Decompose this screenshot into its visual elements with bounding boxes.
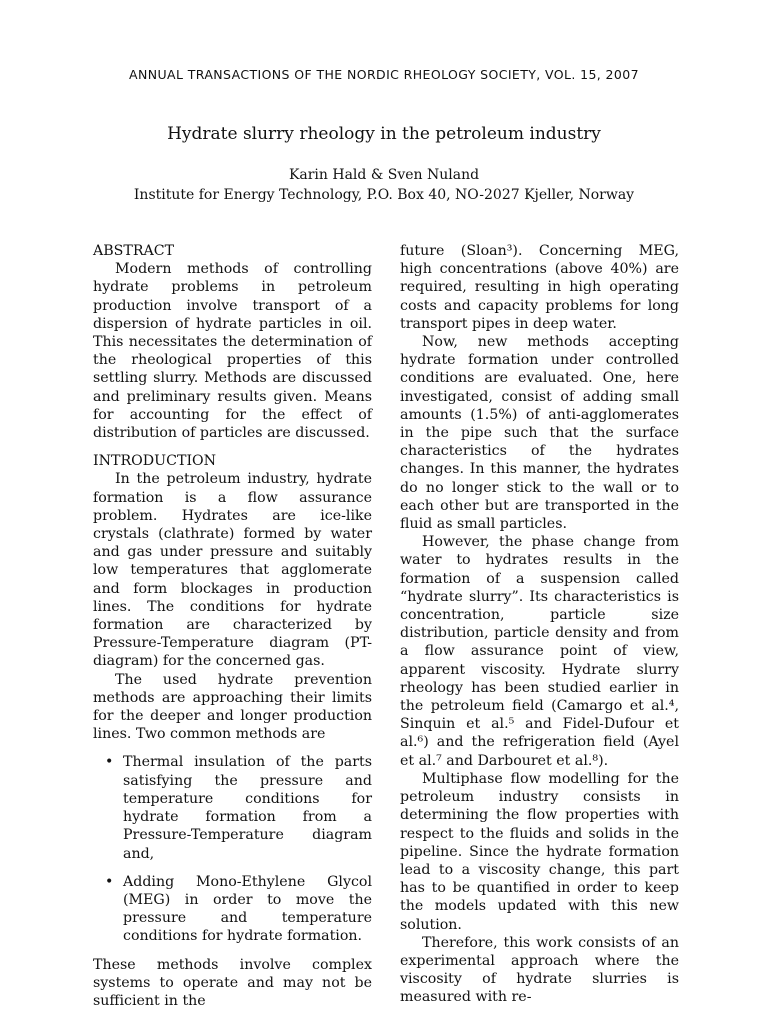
list-item	[93, 873, 372, 946]
right-paragraph-5: Therefore, this work consists of an experimental approach where the viscosity of hydrate slurries is measured with re-	[400, 934, 679, 1006]
right-paragraph-4: Multiphase flow modelling for the petroleum industry consists in determining the flow properties with respect to the fluids and solids in the pipeline. Since the hydrate formation lead to a viscosity change, this part has to be quantified in order to keep the models updated with this new solution.	[400, 770, 679, 933]
left-column	[93, 242, 372, 1010]
abstract-heading: ABSTRACT	[93, 243, 175, 259]
closing-paragraph: These methods involve complex systems to operate and may not be sufficient in the	[93, 956, 372, 1009]
right-paragraph-3: However, the phase change from water to hydrates results in the formation of a suspension called “hydrate slurry”. Its characteristics is concentration, particle size distribution, particle density and from a flow assurance point of view, apparent viscosity. Hydrate slurry rheology has been studied earlier in the petroleum field (Camargo et al.⁴, Sinquin et al.⁵ and Fidel-Dufour et al.⁶) and the refrigeration field (Ayel et al.⁷ and Darbouret et al.⁸).	[400, 534, 679, 769]
right-column	[400, 242, 679, 1007]
bullet-icon: •	[105, 754, 114, 771]
methods-list	[93, 753, 372, 945]
bullet-icon: •	[105, 873, 114, 890]
abstract-text: Modern methods of controlling hydrate problems in petroleum production involve transport of a dispersion of hydrate particles in oil. This necessitates the determination of the rheological properties of this settling slurry. Methods are discussed and preliminary results given. Means for accounting for the effect of distribution of particles are discussed.	[93, 261, 372, 442]
intro-paragraph-2: The used hydrate prevention methods are approaching their limits for the deeper and longer production lines. Two common methods are	[93, 671, 372, 743]
journal-header: ANNUAL TRANSACTIONS OF THE NORDIC RHEOLOGY SOCIETY, VOL. 15, 2007	[129, 67, 639, 82]
author-block	[0, 165, 768, 205]
affiliation: Institute for Energy Technology, P.O. Box 40, NO-2027 Kjeller, Norway	[133, 187, 635, 203]
list-item-text: Adding Mono-Ethylene Glycol (MEG) in order to move the pressure and temperature conditions for hydrate formation.	[123, 873, 372, 945]
right-paragraph-1: future (Sloan³). Concerning MEG, high concentrations (above 40%) are required, resulting in high operating costs and capacity problems for long transport pipes in deep water.	[400, 243, 679, 332]
authors: Karin Hald & Sven Nuland	[288, 167, 480, 183]
right-paragraph-2: Now, new methods accepting hydrate formation under controlled conditions are evaluated. One, here investigated, consist of adding small amounts (1.5%) of anti-agglomerates in the pipe such that the surface characteristics of the hydrates changes. In this manner, the hydrates do no longer stick to the wall or to each other but are transported in the fluid as small particles.	[400, 334, 679, 533]
introduction-heading: INTRODUCTION	[93, 453, 217, 470]
paper-title: Hydrate slurry rheology in the petroleum industry	[167, 124, 601, 144]
intro-paragraph-1: In the petroleum industry, hydrate formation is a flow assurance problem. Hydrates are ice-like crystals (clathrate) formed by water and gas under pressure and suitably low temperatures that agglomerate and form blockages in production lines. The conditions for hydrate formation are characterized by Pressure-Temperature diagram (PT-diagram) for the concerned gas.	[93, 471, 372, 670]
list-item	[93, 753, 372, 862]
list-item-text: Thermal insulation of the parts satisfying the pressure and temperature conditions for hydrate formation from a Pressure-Temperature diagram and,	[123, 754, 372, 862]
